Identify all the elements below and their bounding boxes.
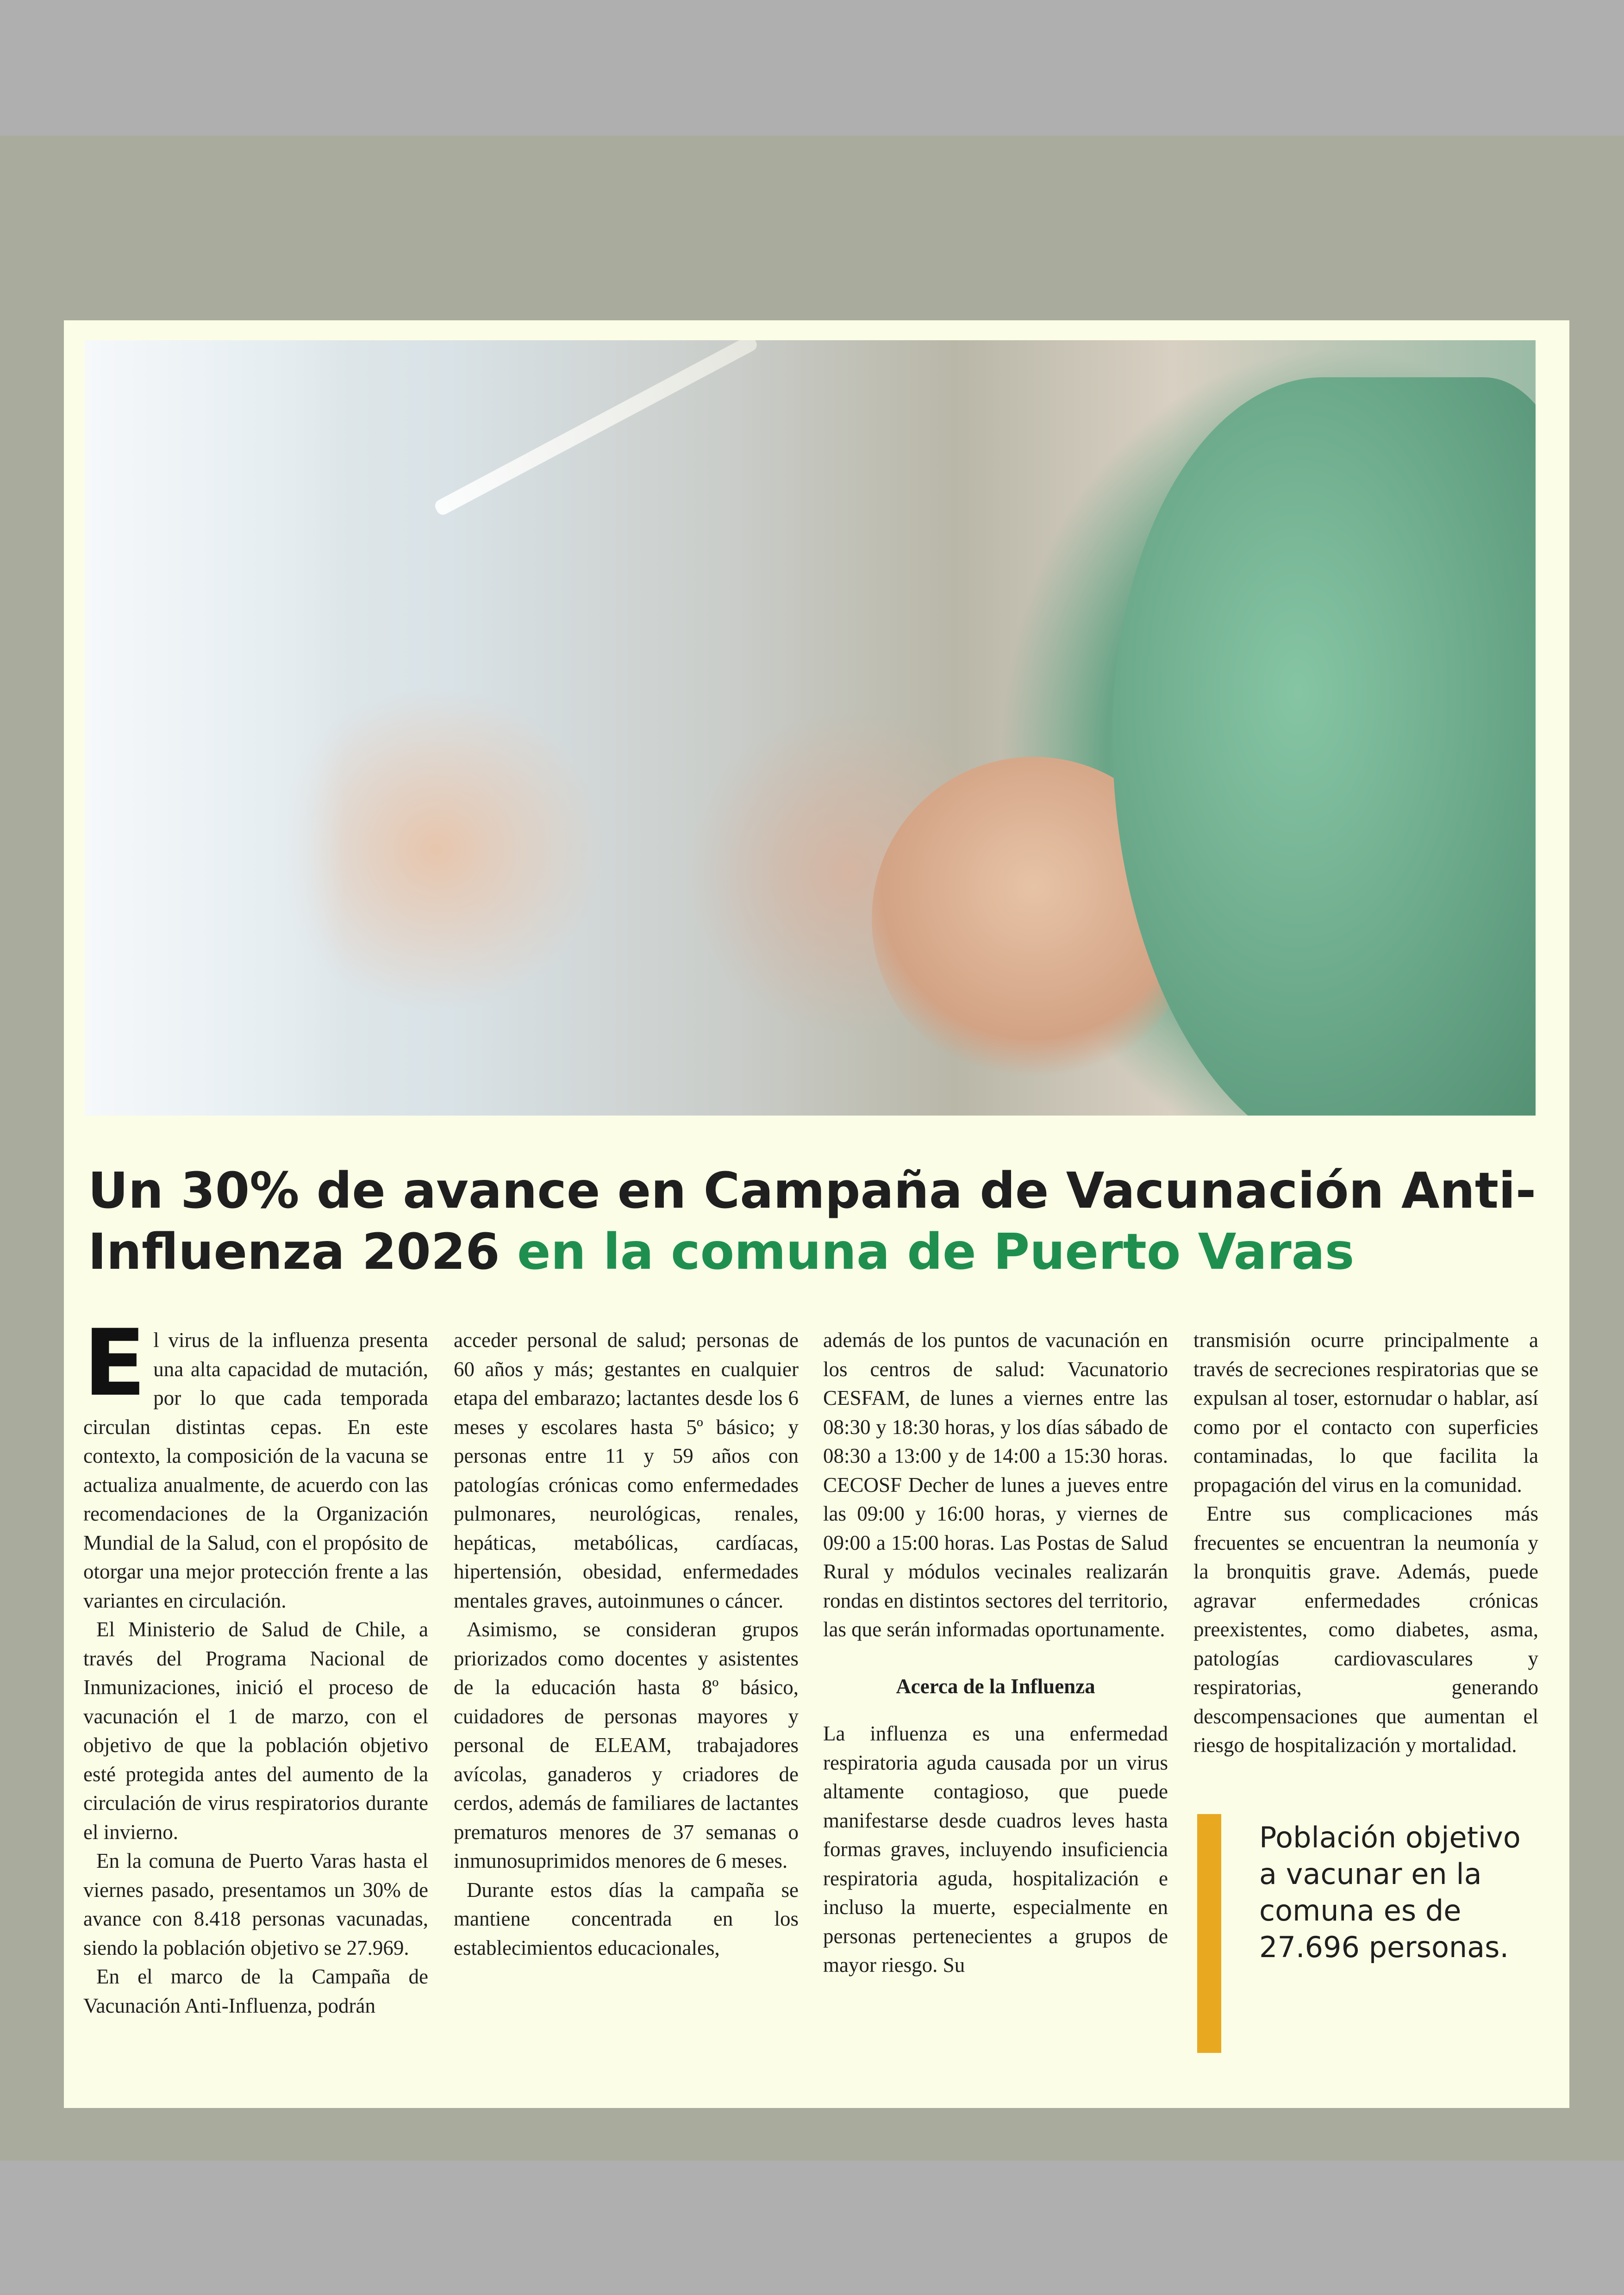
article-paragraph: La influenza es una enfermedad respiratoria aguda causada por un virus altamente contagioso, que puede manifestarse desde cuadros leves hasta formas graves, incluyendo insuficiencia respiratoria aguda, hospitalización e incluso la muerte, especialmente en personas pertenecientes a grupos de mayor riesgo. Su <box>823 1722 1168 1977</box>
article-headline <box>88 1160 1560 1283</box>
article-column-1 <box>83 1310 428 2020</box>
article-panel <box>64 320 1569 2108</box>
syringe-icon <box>433 340 759 517</box>
article-subheading: Acerca de la Influenza <box>896 1674 1095 1698</box>
article-paragraph: En la comuna de Puerto Varas hasta el viernes pasado, presentamos un 30% de avance con 8.418 personas vacunadas, siendo la población objetivo se 27.969. <box>83 1849 428 1959</box>
article-paragraph: En el marco de la Campaña de Vacunación Anti-Influenza, podrán <box>83 1965 428 2017</box>
article-paragraph: Asimismo, se consideran grupos priorizados como docentes y asistentes de la educación hasta 8º básico, cuidadores de personas mayores y personal de ELEAM, trabajadores avícolas, ganaderos y criadores de cerdos, además de familiares de lactantes prematuros menores de 37 semanas o inmunosuprimidos menores de 6 meses. <box>454 1618 799 1872</box>
drop-cap: E <box>83 1310 146 1416</box>
vaccination-photo <box>85 340 1536 1116</box>
article-paragraph: transmisión ocurre principalmente a través de secreciones respiratorias que se expulsan al toser, estornudar o hablar, así como por el contacto con superficies contaminadas, lo que facilita la propagación del virus en la comunidad. <box>1193 1328 1538 1497</box>
article-column-3 <box>823 1326 1168 1980</box>
photo-glove-area <box>85 340 344 1116</box>
headline-main: Un 30% de avance en Campaña de Vacunación Anti-Influenza 2026 <box>88 1162 1537 1281</box>
article-paragraph: Durante estos días la campaña se mantiene concentrada en los establecimientos educacionales, <box>454 1878 799 1959</box>
article-column-2 <box>454 1326 799 1962</box>
article-paragraph: Entre sus complicaciones más frecuentes se encuentran la neumonía y la bronquitis grave. Además, puede agravar enfermedades crónicas preexistentes, como diabetes, asma, patologías cardiovasculares y respiratorias, generando descompensaciones que aumentan el riesgo de hospitalización y mortalidad. <box>1193 1502 1538 1757</box>
highlight-quote: Población objetivo a vacunar en la comuna es de 27.696 personas. <box>1259 1821 1521 1964</box>
highlight-bar <box>1197 1814 1221 2053</box>
photo-shoulder-area <box>1112 377 1536 1116</box>
article-column-4 <box>1193 1326 1538 1760</box>
article-paragraph: El Ministerio de Salud de Chile, a través del Programa Nacional de Inmunizaciones, inició el proceso de vacunación el 1 de marzo, con el objetivo de que la población objetivo esté protegida antes del aumento de la circulación de virus respiratorios durante el invierno. <box>83 1618 428 1844</box>
article-paragraph: acceder personal de salud; personas de 60 años y más; gestantes en cualquier etapa del embarazo; lactantes desde los 6 meses y escolares hasta 5º básico; y personas entre 11 y 59 años con patologías crónicas como enfermedades pulmonares, neurológicas, renales, hepáticas, metabólicas, cardíacas, hipertensión, obesidad, enfermedades mentales graves, autoinmunes o cáncer. <box>454 1328 799 1612</box>
article-paragraph: además de los puntos de vacunación en los centros de salud: Vacunatorio CESFAM, de lunes a viernes entre las 08:30 y 18:30 horas, y los días sábado de 08:30 a 13:00 y de 14:00 a 15:30 horas. CECOSF Decher de lunes a jueves entre las 09:00 y 16:00 horas, y viernes de 09:00 a 15:00 horas. Las Postas de Salud Rural y módulos vecinales realizarán rondas en distintos sectores del territorio, las que serán informadas oportunamente. <box>823 1328 1168 1641</box>
article-paragraph: l virus de la influenza presenta una alta capacidad de mutación, por lo que cada temporada circulan distintas cepas. En este contexto, la composición de la vacuna se actualiza anualmente, de acuerdo con las recomendaciones de la Organización Mundial de la Salud, con el propósito de otorgar una mejor protección frente a las variantes en circulación. <box>83 1328 428 1612</box>
headline-accent: en la comuna de Puerto Varas <box>517 1223 1355 1281</box>
